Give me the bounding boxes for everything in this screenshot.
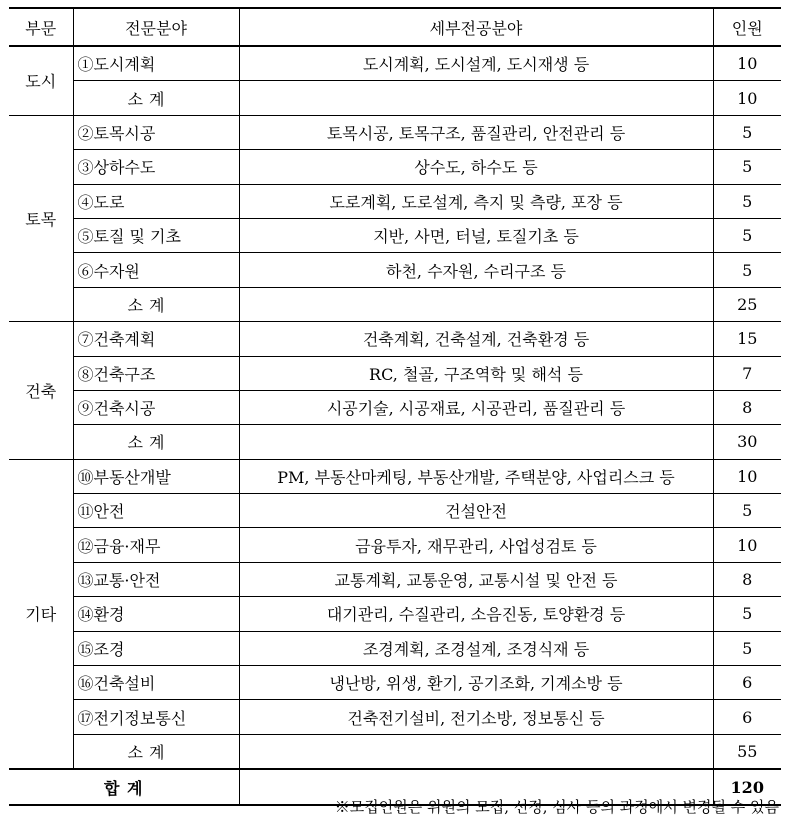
subtotal-empty-cell — [239, 81, 713, 115]
table-row — [9, 459, 781, 493]
subtotal-count: 30 — [713, 425, 781, 459]
field-cell: ①도시계획 — [73, 46, 239, 81]
field-cell: ④도로 — [73, 184, 239, 218]
field-cell: ⑭환경 — [73, 597, 239, 631]
count-cell: 5 — [713, 115, 781, 149]
field-cell: ⑬교통·안전 — [73, 562, 239, 596]
count-cell: 10 — [713, 459, 781, 493]
count-cell: 6 — [713, 700, 781, 734]
category-cell: 토목 — [9, 115, 73, 321]
subtotal-empty-cell — [239, 287, 713, 321]
count-cell: 10 — [713, 46, 781, 81]
detail-cell: RC, 철골, 구조역학 및 해석 등 — [239, 356, 713, 390]
count-cell: 10 — [713, 528, 781, 562]
field-cell: ②토목시공 — [73, 115, 239, 149]
detail-cell: 도시계획, 도시설계, 도시재생 등 — [239, 46, 713, 81]
subtotal-row — [9, 734, 781, 769]
detail-cell: 금융투자, 재무관리, 사업성검토 등 — [239, 528, 713, 562]
field-cell: ⑨건축시공 — [73, 390, 239, 424]
count-cell: 5 — [713, 597, 781, 631]
detail-cell: PM, 부동산마케팅, 부동산개발, 주택분양, 사업리스크 등 — [239, 459, 713, 493]
subtotal-empty-cell — [239, 734, 713, 769]
field-cell: ⑯건축설비 — [73, 666, 239, 700]
field-cell: ⑫금융·재무 — [73, 528, 239, 562]
count-cell: 5 — [713, 631, 781, 665]
detail-cell: 냉난방, 위생, 환기, 공기조화, 기계소방 등 — [239, 666, 713, 700]
detail-cell: 도로계획, 도로설계, 측지 및 측량, 포장 등 — [239, 184, 713, 218]
table-row — [9, 666, 781, 700]
category-cell: 건축 — [9, 322, 73, 460]
header-count: 인원 — [713, 8, 781, 46]
field-cell: ⑮조경 — [73, 631, 239, 665]
table-row — [9, 150, 781, 184]
count-cell: 5 — [713, 494, 781, 528]
detail-cell: 상수도, 하수도 등 — [239, 150, 713, 184]
field-cell: ⑰전기정보통신 — [73, 700, 239, 734]
table-body — [9, 46, 781, 805]
table-row — [9, 356, 781, 390]
subtotal-empty-cell — [239, 425, 713, 459]
count-cell: 5 — [713, 184, 781, 218]
subtotal-row — [9, 287, 781, 321]
subtotal-count: 10 — [713, 81, 781, 115]
subtotal-label: 소 계 — [73, 734, 239, 769]
field-cell: ⑪안전 — [73, 494, 239, 528]
subtotal-count: 55 — [713, 734, 781, 769]
count-cell: 8 — [713, 562, 781, 596]
header-detail: 세부전공분야 — [239, 8, 713, 46]
table-row — [9, 390, 781, 424]
detail-cell: 건축계획, 건축설계, 건축환경 등 — [239, 322, 713, 356]
detail-cell: 건축전기설비, 전기소방, 정보통신 등 — [239, 700, 713, 734]
field-cell: ⑧건축구조 — [73, 356, 239, 390]
recruitment-table — [9, 7, 781, 806]
detail-cell: 대기관리, 수질관리, 소음진동, 토양환경 등 — [239, 597, 713, 631]
table-row — [9, 700, 781, 734]
table-row — [9, 218, 781, 252]
count-cell: 5 — [713, 253, 781, 287]
count-cell: 6 — [713, 666, 781, 700]
table-row — [9, 253, 781, 287]
category-cell: 도시 — [9, 46, 73, 115]
detail-cell: 토목시공, 토목구조, 품질관리, 안전관리 등 — [239, 115, 713, 149]
detail-cell: 지반, 사면, 터널, 토질기초 등 — [239, 218, 713, 252]
count-cell: 7 — [713, 356, 781, 390]
subtotal-row — [9, 81, 781, 115]
count-cell: 15 — [713, 322, 781, 356]
count-cell: 8 — [713, 390, 781, 424]
field-cell: ⑦건축계획 — [73, 322, 239, 356]
subtotal-label: 소 계 — [73, 287, 239, 321]
detail-cell: 하천, 수자원, 수리구조 등 — [239, 253, 713, 287]
category-cell: 기타 — [9, 459, 73, 769]
detail-cell: 교통계획, 교통운영, 교통시설 및 안전 등 — [239, 562, 713, 596]
footnote: ※모집인원은 위원의 모집, 선정, 심사 등의 과정에서 변경될 수 있음 — [334, 798, 779, 816]
detail-cell: 건설안전 — [239, 494, 713, 528]
table-row — [9, 528, 781, 562]
subtotal-label: 소 계 — [73, 81, 239, 115]
detail-cell: 조경계획, 조경설계, 조경식재 등 — [239, 631, 713, 665]
table-row — [9, 494, 781, 528]
table-row — [9, 562, 781, 596]
table-row — [9, 184, 781, 218]
recruitment-table-container — [9, 7, 781, 806]
table-row — [9, 322, 781, 356]
field-cell: ③상하수도 — [73, 150, 239, 184]
total-count: 120 — [713, 769, 781, 805]
total-label: 합 계 — [9, 769, 239, 805]
subtotal-row — [9, 425, 781, 459]
field-cell: ⑤토질 및 기초 — [73, 218, 239, 252]
count-cell: 5 — [713, 218, 781, 252]
table-header-row — [9, 8, 781, 46]
count-cell: 5 — [713, 150, 781, 184]
table-row — [9, 115, 781, 149]
header-category: 부문 — [9, 8, 73, 46]
table-row — [9, 631, 781, 665]
field-cell: ⑩부동산개발 — [73, 459, 239, 493]
table-row — [9, 597, 781, 631]
header-field: 전문분야 — [73, 8, 239, 46]
subtotal-label: 소 계 — [73, 425, 239, 459]
table-row — [9, 46, 781, 81]
detail-cell: 시공기술, 시공재료, 시공관리, 품질관리 등 — [239, 390, 713, 424]
subtotal-count: 25 — [713, 287, 781, 321]
field-cell: ⑥수자원 — [73, 253, 239, 287]
